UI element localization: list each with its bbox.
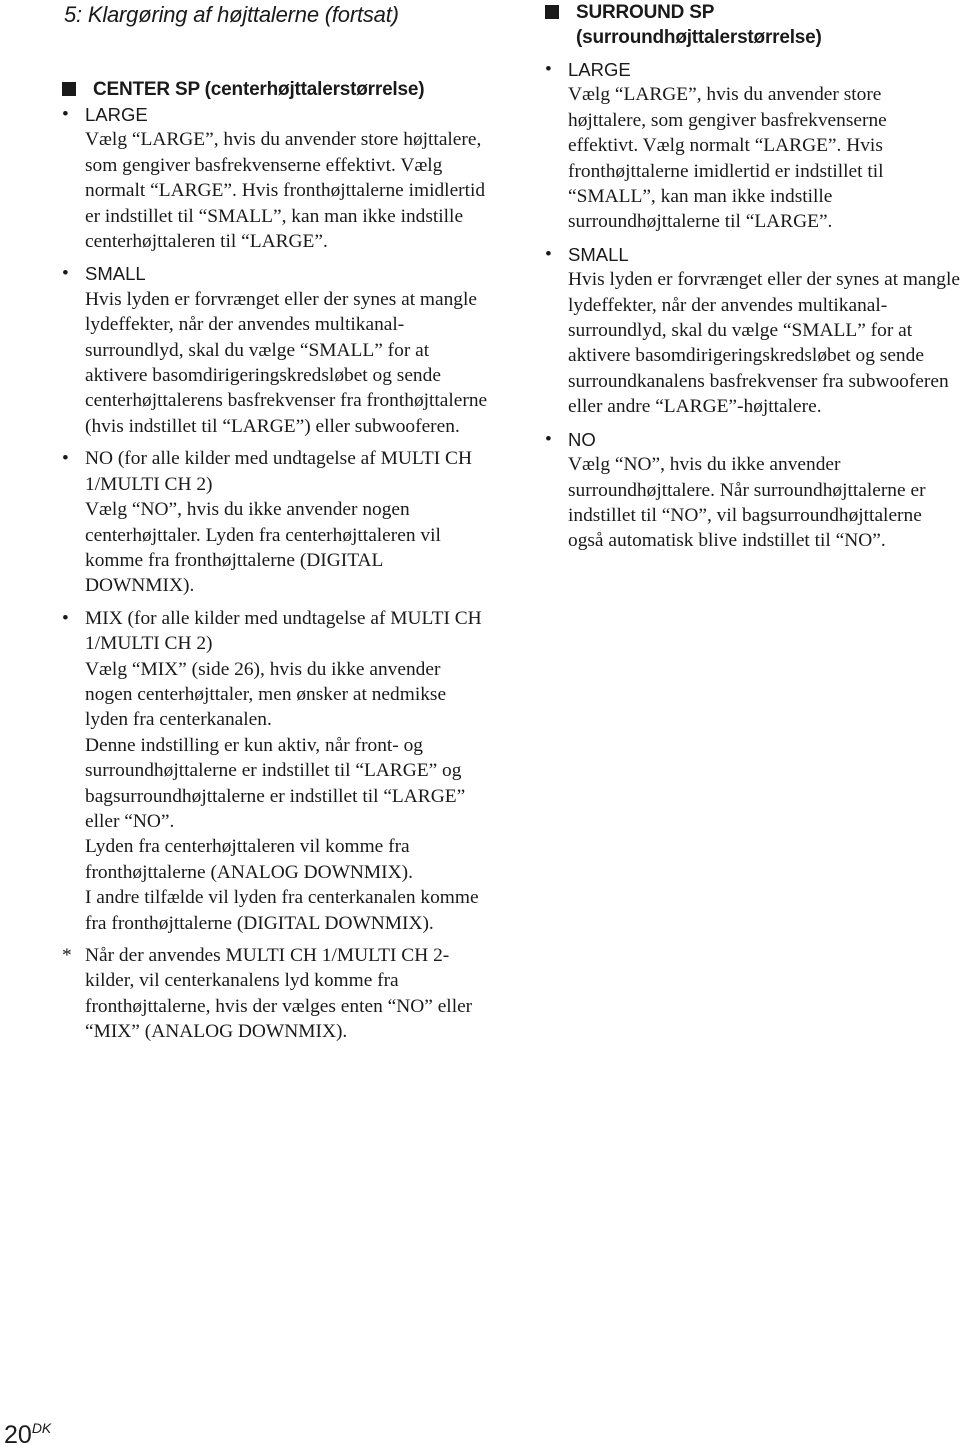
option-text: Vælg “NO”, hvis du ikke anvender surroundhøjttalere. Når surroundhøjttalerne er indstillet til “NO”, vil bagsurroundhøjttalerne også automatisk blive indstillet til “NO”. xyxy=(568,454,926,552)
bullet-icon: • xyxy=(62,104,69,125)
bullet-icon: • xyxy=(545,243,552,265)
surround-small-item xyxy=(545,242,960,420)
bullet-icon: • xyxy=(62,263,69,285)
center-no-item xyxy=(62,446,492,598)
option-text: Hvis lyden er forvrænget eller der synes at mangle lydeffekter, når der anvendes multikanal-surroundlyd, skal du vælge “SMALL” for at aktivere basomdirigeringskredsløbet og sende centerhøjttalerens basfrekvenser fra fronthøjttalerne (hvis indstillet til “LARGE”) eller subwooferen. xyxy=(85,288,488,437)
page-number xyxy=(4,1413,51,1450)
left-column xyxy=(62,77,492,1045)
bullet-icon: • xyxy=(545,428,552,450)
page-title: 5: Klargøring af højttalerne (fortsat) xyxy=(64,2,399,27)
square-bullet-icon xyxy=(62,82,76,96)
center-sp-heading-text: CENTER SP (centerhøjttalerstørrelse) xyxy=(93,79,425,100)
surround-large-item xyxy=(545,57,960,235)
option-label: SMALL xyxy=(85,263,146,285)
option-text: I andre tilfælde vil lyden fra centerkanalen komme fra fronthøjttalerne (DIGITAL DOWNMIX). xyxy=(85,887,479,934)
surround-sp-heading-line1: SURROUND SP xyxy=(576,2,715,23)
asterisk-marker: * xyxy=(62,945,72,966)
center-mix-item xyxy=(62,606,492,936)
surround-sp-heading-line2: (surroundhøjttalerstørrelse) xyxy=(576,27,822,48)
right-column xyxy=(545,0,960,554)
option-text: Hvis lyden er forvrænget eller der synes at mangle lydeffekter, når der anvendes multikanal-surroundlyd, skal du vælge “SMALL” for at aktivere basomdirigeringskredsløbet og sende surroundkanalens basfrekvenser fra subwooferen eller andre “LARGE”-højttalere. xyxy=(568,269,960,418)
option-text: Lyden fra centerhøjttaleren vil komme fra fronthøjttalerne (ANALOG DOWNMIX). xyxy=(85,836,413,883)
option-text: Vælg “LARGE”, hvis du anvender store højttalere, som gengiver basfrekvenserne effektivt. Vælg normalt “LARGE”. Hvis fronthøjttalerne imidlertid er indstillet til “SMALL”, kan man ikke indstille centerhøjttaleren til “LARGE”. xyxy=(85,129,486,253)
bullet-icon: • xyxy=(545,59,552,80)
center-small-item xyxy=(62,261,492,439)
surround-no-item xyxy=(545,427,960,554)
page-number-value: 20 xyxy=(4,1421,32,1449)
option-text: Vælg “NO”, hvis du ikke anvender nogen centerhøjttaler. Lyden fra centerhøjttaleren vil komme fra fronthøjttalerne (DIGITAL DOWNMIX). xyxy=(85,499,441,597)
option-label: NO xyxy=(568,428,596,450)
option-label: LARGE xyxy=(568,59,631,80)
option-label: MIX (for alle kilder med undtagelse af MULTI CH 1/MULTI CH 2) xyxy=(85,607,482,655)
surround-sp-heading xyxy=(545,0,960,50)
option-text: Denne indstilling er kun aktiv, når front- og surroundhøjttalerne er indstillet til “LARGE” og bagsurroundhøjttalerne er indstillet til “LARGE” eller “NO”. xyxy=(85,734,466,832)
center-note xyxy=(62,943,492,1045)
center-sp-heading xyxy=(62,77,492,102)
bullet-icon: • xyxy=(62,607,69,629)
center-large-item xyxy=(62,102,492,254)
square-bullet-icon xyxy=(545,5,559,19)
note-text: Når der anvendes MULTI CH 1/MULTI CH 2-kilder, vil centerkanalens lyd komme fra fronthøjttalerne, hvis der vælges enten “NO” eller “MIX” (ANALOG DOWNMIX). xyxy=(85,945,473,1043)
bullet-icon: • xyxy=(62,448,69,470)
option-label: LARGE xyxy=(85,104,148,125)
option-label: SMALL xyxy=(568,243,629,265)
page-number-suffix: DK xyxy=(31,1420,52,1436)
option-text: Vælg “MIX” (side 26), hvis du ikke anvender nogen centerhøjttaler, men ønsker at nedmikse lyden fra centerkanalen. xyxy=(85,658,447,731)
option-label: NO (for alle kilder med undtagelse af MULTI CH 1/MULTI CH 2) xyxy=(85,448,472,495)
option-text: Vælg “LARGE”, hvis du anvender store højttalere, som gengiver basfrekvenserne effektivt. Vælg normalt “LARGE”. Hvis fronthøjttalerne imidlertid er indstillet til “SMALL”, kan man ikke indstille surroundhøjttalerne til “LARGE”. xyxy=(568,84,887,233)
